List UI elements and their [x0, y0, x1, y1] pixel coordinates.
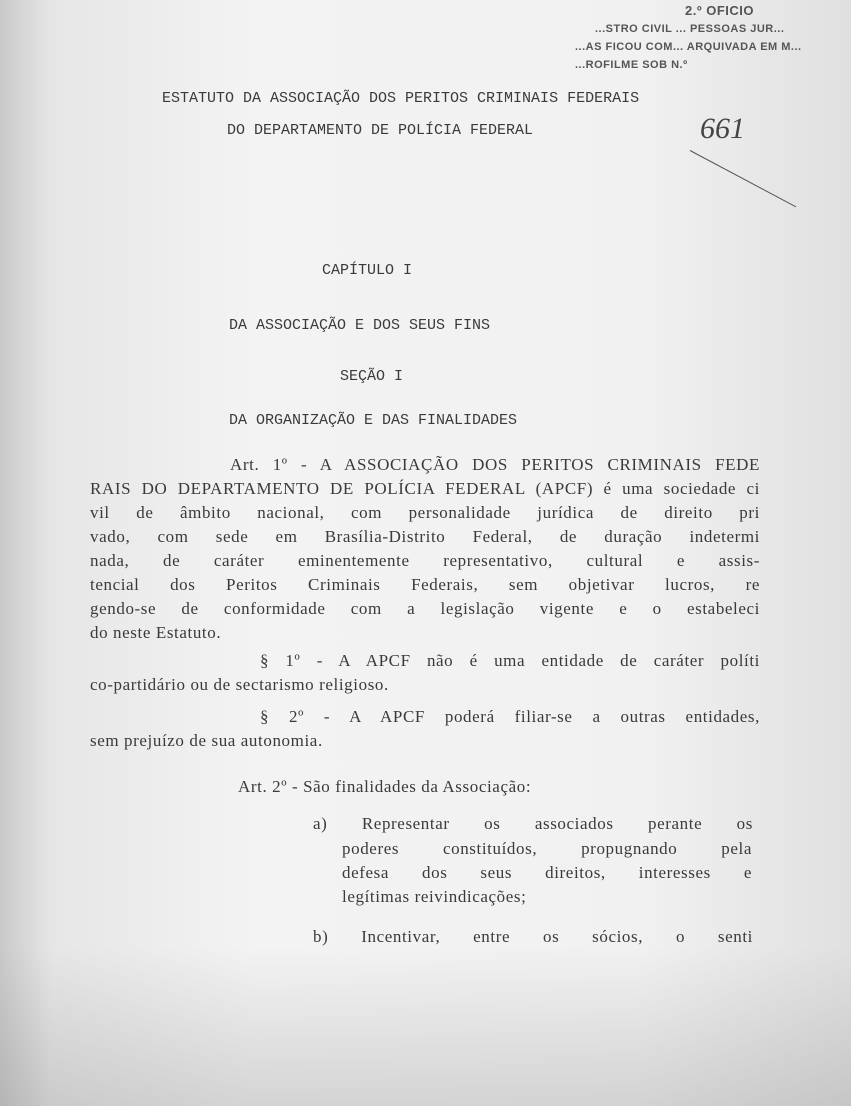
article-1-line: vil de âmbito nacional, com personalidade jurídica de direito pri	[90, 503, 760, 522]
paragraph-1-line: co-partidário ou de sectarismo religioso.	[90, 675, 389, 694]
article-2-heading: Art. 2º - São finalidades da Associação:	[238, 777, 532, 796]
section-heading: SEÇÃO I	[340, 368, 404, 385]
article-1-line: RAIS DO DEPARTAMENTO DE POLÍCIA FEDERAL (APCF) é uma sociedade ci	[90, 479, 760, 498]
item-a-line: defesa dos seus direitos, interesses e	[342, 863, 752, 882]
stamp-line: ...STRO CIVIL ... PESSOAS JUR...	[595, 23, 785, 35]
paragraph-2-line: sem prejuízo de sua autonomia.	[90, 731, 323, 750]
item-a-line: legítimas reivindicações;	[342, 887, 527, 906]
chapter-title: DA ASSOCIAÇÃO E DOS SEUS FINS	[229, 317, 491, 334]
stamp-line: 2.º OFICIO	[685, 3, 754, 18]
paragraph-1-line: § 1º - A APCF não é uma entidade de caráter políti	[260, 651, 760, 670]
document-title: ESTATUTO DA ASSOCIAÇÃO DOS PERITOS CRIMINAIS FEDERAIS	[162, 90, 640, 107]
stamp-number: 661	[700, 112, 745, 145]
article-1-line: do neste Estatuto.	[90, 623, 222, 642]
paragraph-2-line: § 2º - A APCF poderá filiar-se a outras entidades,	[260, 707, 760, 726]
item-a-line: a) Representar os associados perante os	[313, 814, 753, 833]
article-1-line: tencial dos Peritos Criminais Federais, sem objetivar lucros, re	[90, 575, 760, 594]
article-1-line: nada, de caráter eminentemente representativo, cultural e assis-	[90, 551, 760, 570]
stamp-underline	[690, 150, 796, 207]
item-a-line: poderes constituídos, propugnando pela	[342, 839, 752, 858]
chapter-heading: CAPÍTULO I	[322, 262, 413, 279]
item-b-line: b) Incentivar, entre os sócios, o senti	[313, 927, 753, 946]
stamp-line: ...ROFILME SOB N.º	[575, 59, 688, 71]
registry-stamp	[575, 4, 845, 84]
article-1-line: vado, com sede em Brasília-Distrito Federal, de duração indetermi	[90, 527, 760, 546]
stamp-line: ...AS FICOU COM... ARQUIVADA EM M...	[575, 41, 802, 53]
document-subtitle: DO DEPARTAMENTO DE POLÍCIA FEDERAL	[227, 122, 534, 139]
article-1-line: Art. 1º - A ASSOCIAÇÃO DOS PERITOS CRIMINAIS FEDE	[230, 455, 760, 474]
article-1-line: gendo-se de conformidade com a legislação vigente e o estabeleci	[90, 599, 760, 618]
section-title: DA ORGANIZAÇÃO E DAS FINALIDADES	[229, 412, 518, 429]
